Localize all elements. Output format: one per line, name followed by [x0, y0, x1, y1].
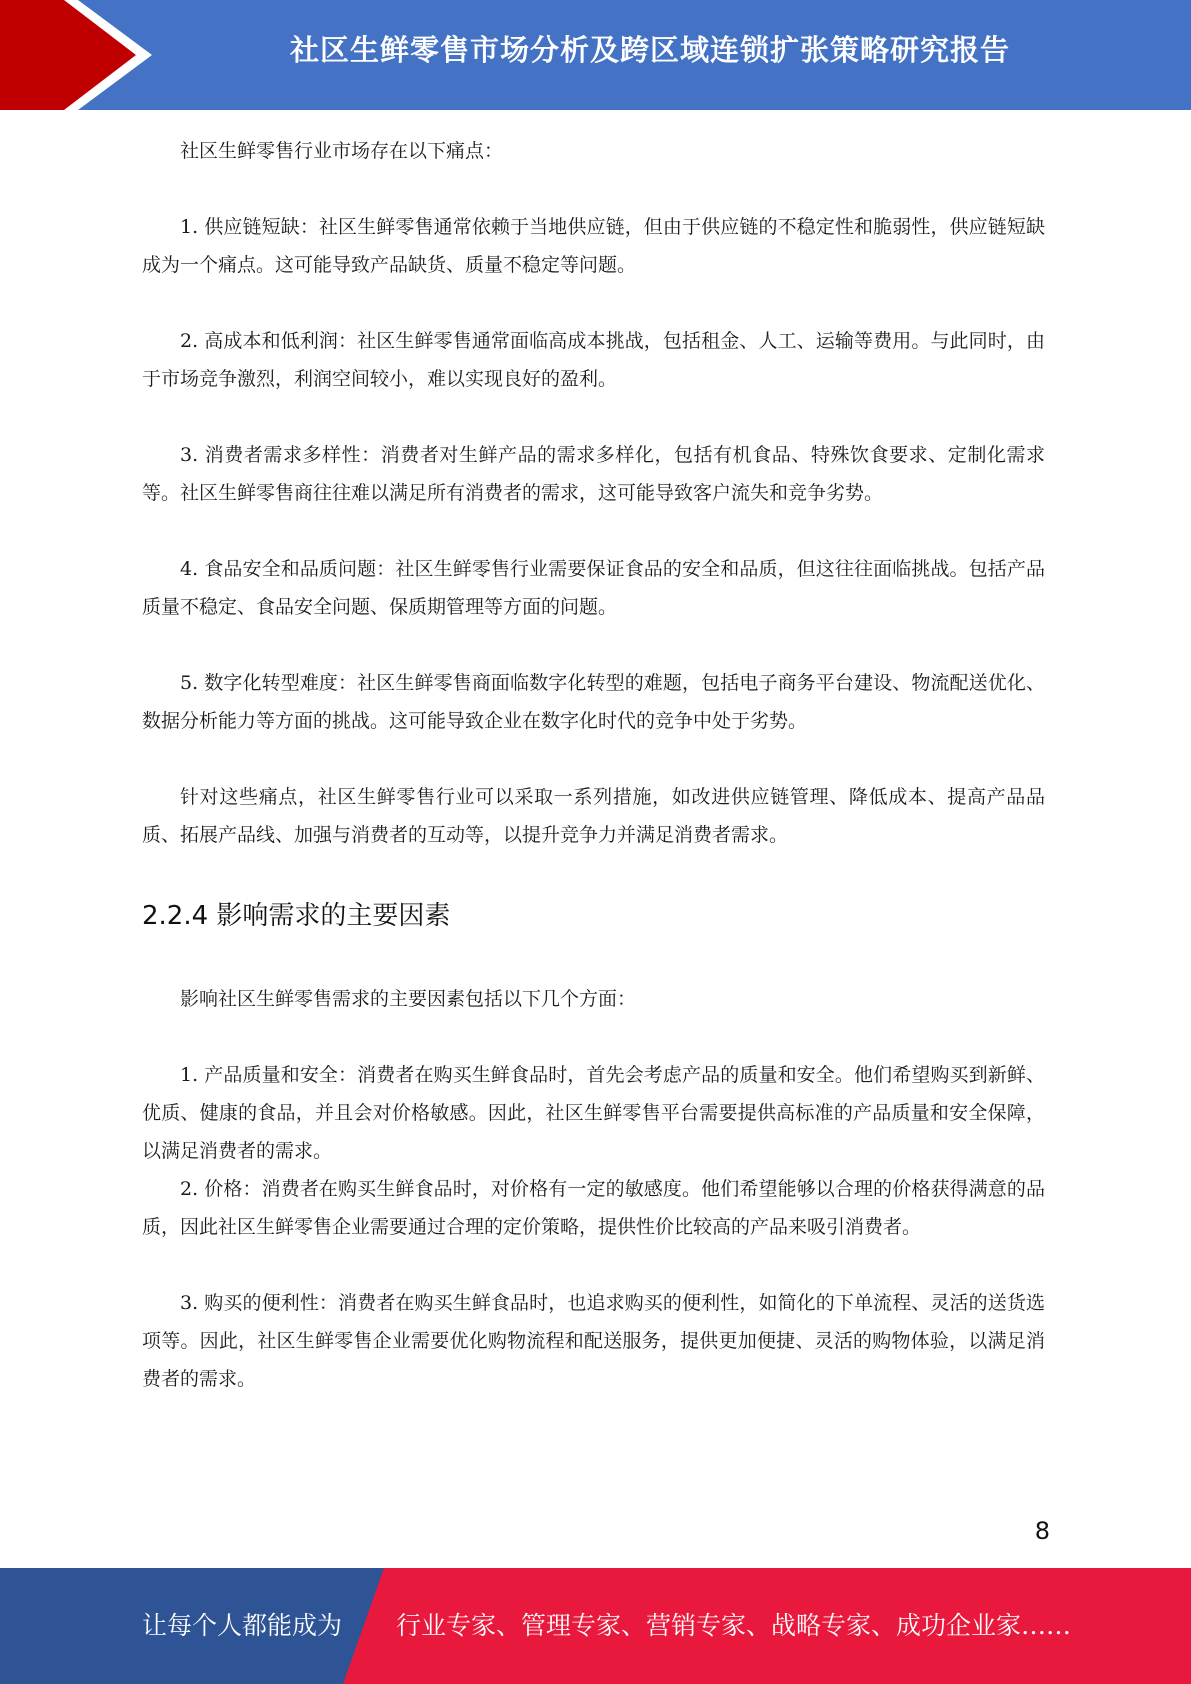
- factor-1: 1. 产品质量和安全：消费者在购买生鲜食品时，首先会考虑产品的质量和安全。他们希望购买到新鲜、优质、健康的食品，并且会对价格敏感。因此，社区生鲜零售平台需要提供高标准的产品质量和安全保障，以满足消费者的需求。: [142, 1064, 1045, 1162]
- factor-3: 3. 购买的便利性：消费者在购买生鲜食品时，也追求购买的便利性，如简化的下单流程、灵活的送货选项等。因此，社区生鲜零售企业需要优化购物流程和配送服务，提供更加便捷、灵活的购物体验，以满足消费者的需求。: [142, 1292, 1045, 1390]
- pain-point-3: 3. 消费者需求多样性：消费者对生鲜产品的需求多样化，包括有机食品、特殊饮食要求、定制化需求等。社区生鲜零售商往往难以满足所有消费者的需求，这可能导致客户流失和竞争劣势。: [142, 444, 1045, 504]
- pain-point-2: 2. 高成本和低利润：社区生鲜零售通常面临高成本挑战，包括租金、人工、运输等费用。与此同时，由于市场竞争激烈，利润空间较小，难以实现良好的盈利。: [142, 330, 1045, 390]
- section-heading: 2.2.4 影响需求的主要因素: [142, 901, 451, 931]
- intro-paragraph: 社区生鲜零售行业市场存在以下痛点：: [180, 140, 504, 162]
- header-banner: [0, 0, 1191, 110]
- footer-banner: [0, 1568, 1191, 1684]
- factors-intro: 影响社区生鲜零售需求的主要因素包括以下几个方面：: [180, 988, 637, 1010]
- conclusion-paragraph: 针对这些痛点，社区生鲜零售行业可以采取一系列措施，如改进供应链管理、降低成本、提高产品品质、拓展产品线、加强与消费者的互动等，以提升竞争力并满足消费者需求。: [142, 786, 1045, 846]
- page-content: [142, 132, 1045, 1398]
- report-title: 社区生鲜零售市场分析及跨区域连锁扩张策略研究报告: [289, 33, 1010, 67]
- pain-point-1: 1. 供应链短缺：社区生鲜零售通常依赖于当地供应链，但由于供应链的不稳定性和脆弱性，供应链短缺成为一个痛点。这可能导致产品缺货、质量不稳定等问题。: [142, 216, 1045, 276]
- footer-slogan-right: 行业专家、管理专家、营销专家、战略专家、成功企业家……: [396, 1611, 1072, 1640]
- footer-slogan-left: 让每个人都能成为: [142, 1611, 343, 1640]
- pain-point-4: 4. 食品安全和品质问题：社区生鲜零售行业需要保证食品的安全和品质，但这往往面临挑战。包括产品质量不稳定、食品安全问题、保质期管理等方面的问题。: [142, 558, 1045, 618]
- factor-2: 2. 价格：消费者在购买生鲜食品时，对价格有一定的敏感度。他们希望能够以合理的价格获得满意的品质，因此社区生鲜零售企业需要通过合理的定价策略，提供性价比较高的产品来吸引消费者。: [142, 1178, 1045, 1238]
- page-number: 8: [1034, 1517, 1050, 1545]
- pain-point-5: 5. 数字化转型难度：社区生鲜零售商面临数字化转型的难题，包括电子商务平台建设、物流配送优化、数据分析能力等方面的挑战。这可能导致企业在数字化时代的竞争中处于劣势。: [142, 672, 1045, 732]
